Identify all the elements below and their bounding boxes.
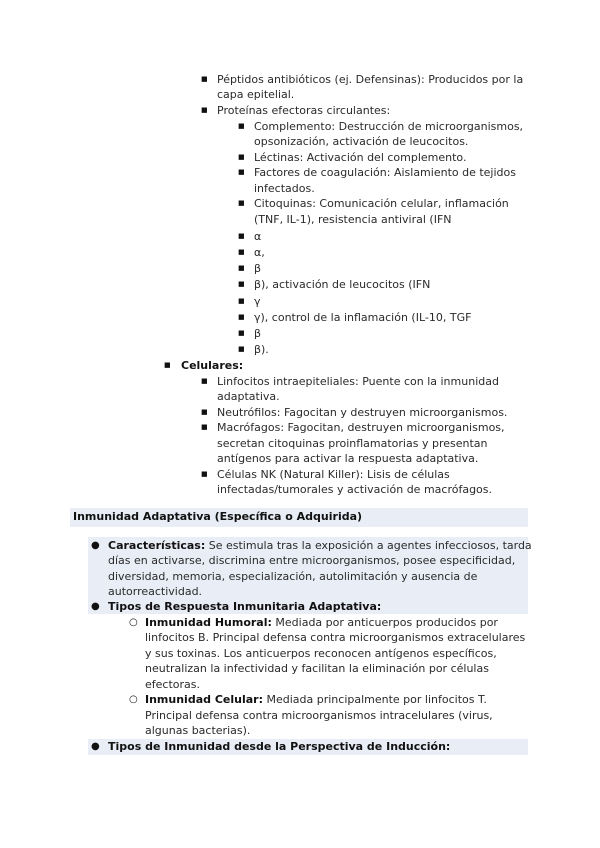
bullet-square: ■ bbox=[201, 106, 208, 114]
bullet-square: ■ bbox=[238, 345, 245, 353]
tipos-respuesta-heading: Tipos de Respuesta Inmunitaria Adaptativa: bbox=[108, 600, 382, 613]
list-item-factores-cont: infectados. bbox=[254, 182, 315, 195]
list-item-peptidos-cont: capa epitelial. bbox=[217, 88, 295, 101]
caracteristicas-paragraph: Características: Se estimula tras la exposición a agentes infecciosos, tarda bbox=[108, 539, 532, 552]
list-item-greek: β bbox=[254, 262, 262, 275]
caracteristicas-cont: diversidad, memoria, especialización, autolimitación y ausencia de bbox=[108, 570, 478, 583]
bullet-square: ■ bbox=[238, 329, 245, 337]
celular-cont: algunas bacterias). bbox=[145, 724, 251, 737]
bullet-circle: ○ bbox=[129, 617, 138, 628]
bullet-square: ■ bbox=[201, 377, 208, 385]
humoral-cont: neutralizan la infectividad y facilitan la eliminación por células bbox=[145, 662, 489, 675]
list-item-greek: β), activación de leucocitos (IFN bbox=[254, 278, 431, 291]
bullet-square: ■ bbox=[238, 199, 245, 207]
list-item-complemento-cont: opsonización, activación de leucocitos. bbox=[254, 135, 469, 148]
section-celulares: Celulares: bbox=[181, 359, 244, 372]
list-item-neutrofilos: Neutrófilos: Fagocitan y destruyen microorganismos. bbox=[217, 406, 508, 419]
list-item-linfocitos: Linfocitos intraepiteliales: Puente con la inmunidad bbox=[217, 375, 499, 388]
list-item-citoquinas: Citoquinas: Comunicación celular, inflamación bbox=[254, 197, 509, 210]
list-item-citoquinas-cont: (TNF, IL-1), resistencia antiviral (IFN bbox=[254, 213, 452, 226]
bullet-square: ■ bbox=[238, 232, 245, 240]
list-item-macrofagos-cont: antígenos para activar la respuesta adaptativa. bbox=[217, 452, 479, 465]
bullet-square: ■ bbox=[238, 248, 245, 256]
bullet-square: ■ bbox=[238, 313, 245, 321]
bullet-square: ■ bbox=[201, 470, 208, 478]
caracteristicas-cont: días en activarse, discrimina entre microorganismos, posee especificidad, bbox=[108, 554, 516, 567]
bullet-square: ■ bbox=[238, 280, 245, 288]
list-item-nk: Células NK (Natural Killer): Lisis de células bbox=[217, 468, 450, 481]
list-item-greek: γ bbox=[254, 295, 261, 308]
tipos-induccion-heading: Tipos de Inmunidad desde la Perspectiva de Inducción: bbox=[108, 740, 451, 753]
bullet-square: ■ bbox=[201, 423, 208, 431]
list-item-linfocitos-cont: adaptativa. bbox=[217, 390, 280, 403]
bullet-square: ■ bbox=[238, 168, 245, 176]
bullet-square: ■ bbox=[238, 122, 245, 130]
bullet-disc: ● bbox=[91, 540, 100, 551]
bullet-square: ■ bbox=[201, 408, 208, 416]
humoral-paragraph: Inmunidad Humoral: Mediada por anticuerpos producidos por bbox=[145, 616, 498, 629]
list-item-proteinas: Proteínas efectoras circulantes: bbox=[217, 104, 391, 117]
list-item-greek: β bbox=[254, 327, 262, 340]
list-item-greek: β). bbox=[254, 343, 269, 356]
celular-paragraph: Inmunidad Celular: Mediada principalmente por linfocitos T. bbox=[145, 693, 487, 706]
humoral-cont: efectoras. bbox=[145, 678, 200, 691]
list-item-greek: α, bbox=[254, 246, 265, 259]
list-item-macrofagos: Macrófagos: Fagocitan, destruyen microorganismos, bbox=[217, 421, 505, 434]
humoral-cont: linfocitos B. Principal defensa contra microorganismos extracelulares bbox=[145, 631, 526, 644]
humoral-cont: y sus toxinas. Los anticuerpos reconocen antígenos específicos, bbox=[145, 647, 497, 660]
bullet-square: ■ bbox=[238, 297, 245, 305]
bullet-square: ■ bbox=[164, 361, 171, 369]
bullet-circle: ○ bbox=[129, 694, 138, 705]
list-item-complemento: Complemento: Destrucción de microorganismos, bbox=[254, 120, 524, 133]
bullet-square: ■ bbox=[238, 264, 245, 272]
list-item-peptidos: Péptidos antibióticos (ej. Defensinas): Producidos por la bbox=[217, 73, 524, 86]
list-item-greek: α bbox=[254, 230, 262, 243]
list-item-greek: γ), control de la inflamación (IL-10, TGF bbox=[254, 311, 472, 324]
list-item-lectinas: Léctinas: Activación del complemento. bbox=[254, 151, 467, 164]
celular-cont: Principal defensa contra microorganismos intracelulares (virus, bbox=[145, 709, 493, 722]
list-item-factores: Factores de coagulación: Aislamiento de tejidos bbox=[254, 166, 516, 179]
bullet-disc: ● bbox=[91, 601, 100, 612]
caracteristicas-cont: autorreactividad. bbox=[108, 585, 203, 598]
bullet-square: ■ bbox=[201, 75, 208, 83]
bullet-square: ■ bbox=[238, 153, 245, 161]
list-item-macrofagos-cont: secretan citoquinas proinflamatorias y presentan bbox=[217, 437, 488, 450]
list-item-nk-cont: infectadas/tumorales y activación de macrófagos. bbox=[217, 483, 493, 496]
section-heading-adaptativa: Inmunidad Adaptativa (Específica o Adquirida) bbox=[73, 510, 363, 523]
bullet-disc: ● bbox=[91, 741, 100, 752]
